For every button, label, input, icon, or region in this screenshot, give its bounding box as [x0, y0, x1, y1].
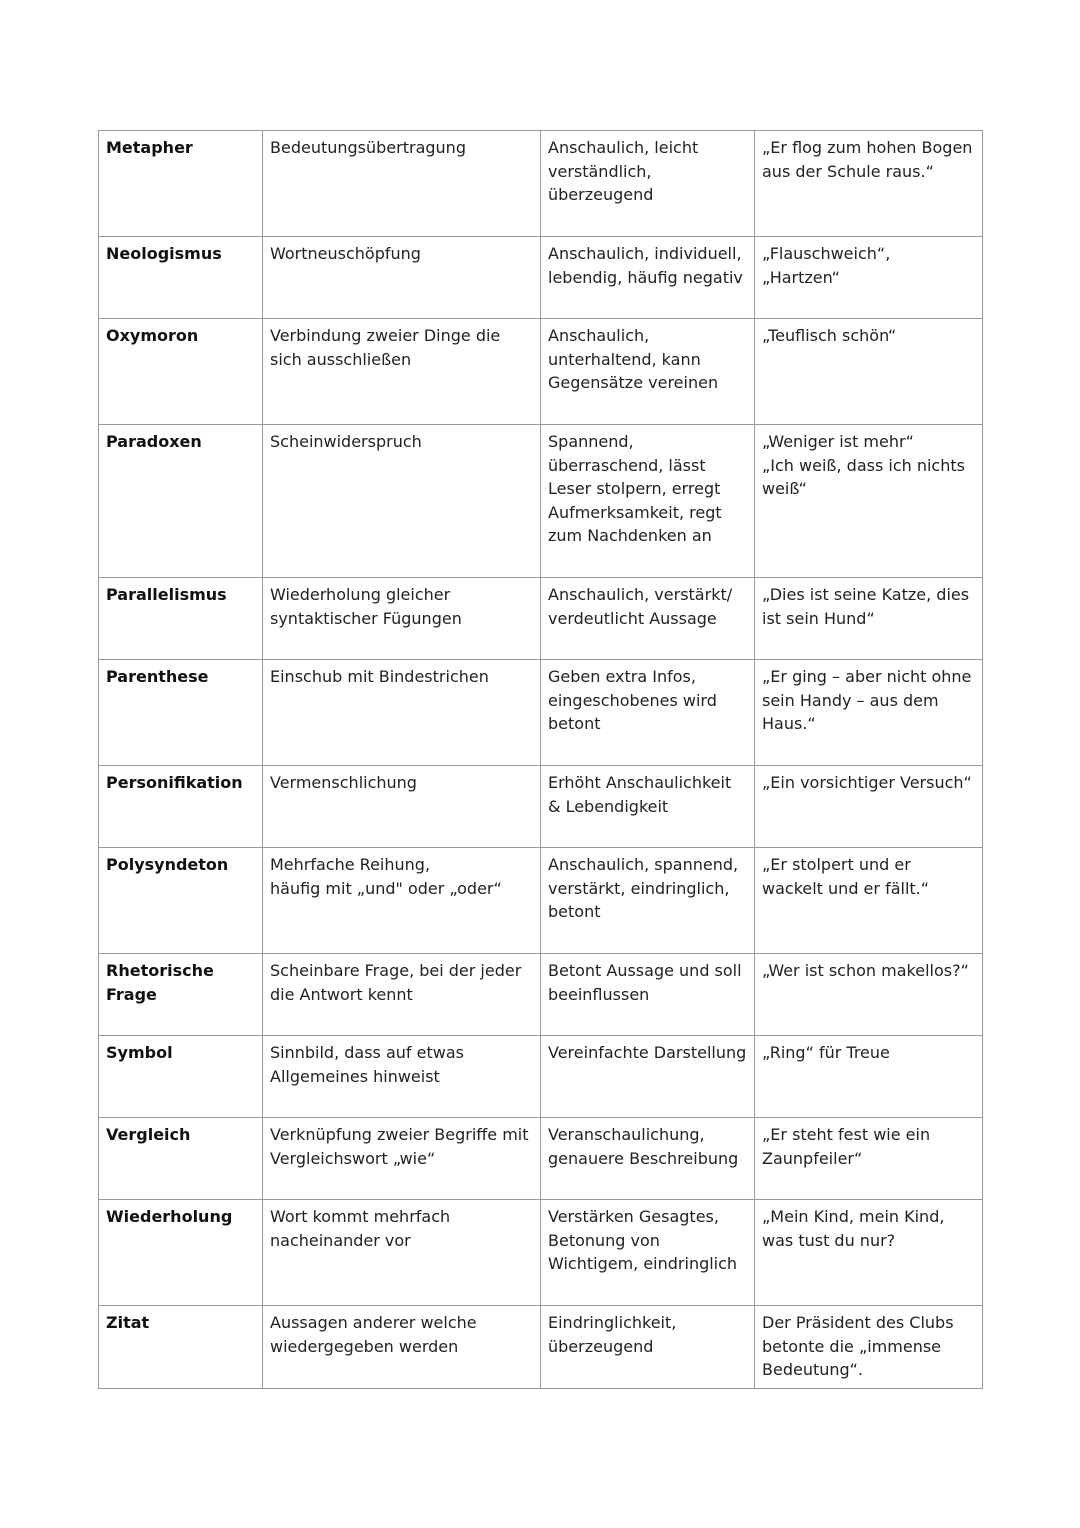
- effect-cell: Anschaulich, unterhaltend, kann Gegensätze vereinen: [541, 319, 755, 425]
- effect-cell: Anschaulich, leicht verständlich, überzeugend: [541, 131, 755, 237]
- term-cell: Polysyndeton: [99, 848, 263, 954]
- term-cell: Zitat: [99, 1306, 263, 1389]
- example-cell: „Er flog zum hohen Bogen aus der Schule raus.“: [755, 131, 983, 237]
- table-row: [99, 848, 983, 954]
- term-cell: Personifikation: [99, 766, 263, 848]
- description-cell: Wortneuschöpfung: [263, 237, 541, 319]
- term-cell: Paradoxen: [99, 425, 263, 578]
- term-cell: Wiederholung: [99, 1200, 263, 1306]
- description-cell: Aussagen anderer welche wiedergegeben werden: [263, 1306, 541, 1389]
- effect-cell: Geben extra Infos, eingeschobenes wird betont: [541, 660, 755, 766]
- effect-cell: Betont Aussage und soll beeinflussen: [541, 954, 755, 1036]
- effect-cell: Anschaulich, verstärkt/ verdeutlicht Aussage: [541, 578, 755, 660]
- example-cell: „Wer ist schon makellos?“: [755, 954, 983, 1036]
- description-cell: Sinnbild, dass auf etwas Allgemeines hinweist: [263, 1036, 541, 1118]
- table-row: [99, 237, 983, 319]
- example-cell: Der Präsident des Clubs betonte die „immense Bedeutung“.: [755, 1306, 983, 1389]
- example-cell: „Mein Kind, mein Kind, was tust du nur?: [755, 1200, 983, 1306]
- description-cell: Mehrfache Reihung, häufig mit „und" oder „oder“: [263, 848, 541, 954]
- table-row: [99, 425, 983, 578]
- description-cell: Bedeutungsübertragung: [263, 131, 541, 237]
- term-cell: Parenthese: [99, 660, 263, 766]
- effect-cell: Spannend, überraschend, lässt Leser stolpern, erregt Aufmerksamkeit, regt zum Nachdenken an: [541, 425, 755, 578]
- description-cell: Einschub mit Bindestrichen: [263, 660, 541, 766]
- example-cell: „Er steht fest wie ein Zaunpfeiler“: [755, 1118, 983, 1200]
- term-cell: Metapher: [99, 131, 263, 237]
- term-cell: Oxymoron: [99, 319, 263, 425]
- term-cell: Vergleich: [99, 1118, 263, 1200]
- effect-cell: Vereinfachte Darstellung: [541, 1036, 755, 1118]
- description-cell: Wiederholung gleicher syntaktischer Fügungen: [263, 578, 541, 660]
- table-row: [99, 578, 983, 660]
- term-cell: Neologismus: [99, 237, 263, 319]
- description-cell: Scheinwiderspruch: [263, 425, 541, 578]
- table-row: [99, 1306, 983, 1389]
- example-cell: „Flauschweich“, „Hartzen“: [755, 237, 983, 319]
- term-cell: Rhetorische Frage: [99, 954, 263, 1036]
- table-row: [99, 1036, 983, 1118]
- effect-cell: Veranschaulichung, genauere Beschreibung: [541, 1118, 755, 1200]
- description-cell: Verbindung zweier Dinge die sich ausschließen: [263, 319, 541, 425]
- table-row: [99, 131, 983, 237]
- example-cell: „Ring“ für Treue: [755, 1036, 983, 1118]
- table-row: [99, 766, 983, 848]
- example-cell: „Er ging – aber nicht ohne sein Handy – aus dem Haus.“: [755, 660, 983, 766]
- term-cell: Parallelismus: [99, 578, 263, 660]
- effect-cell: Anschaulich, individuell, lebendig, häufig negativ: [541, 237, 755, 319]
- example-cell: „Er stolpert und er wackelt und er fällt.“: [755, 848, 983, 954]
- example-cell: „Dies ist seine Katze, dies ist sein Hund“: [755, 578, 983, 660]
- description-cell: Wort kommt mehrfach nacheinander vor: [263, 1200, 541, 1306]
- effect-cell: Eindringlichkeit, überzeugend: [541, 1306, 755, 1389]
- description-cell: Scheinbare Frage, bei der jeder die Antwort kennt: [263, 954, 541, 1036]
- example-cell: „Ein vorsichtiger Versuch“: [755, 766, 983, 848]
- description-cell: Vermenschlichung: [263, 766, 541, 848]
- stilmittel-table: [98, 130, 983, 1389]
- table-row: [99, 954, 983, 1036]
- example-cell: „Teuflisch schön“: [755, 319, 983, 425]
- effect-cell: Erhöht Anschaulichkeit & Lebendigkeit: [541, 766, 755, 848]
- example-cell: „Weniger ist mehr“ „Ich weiß, dass ich nichts weiß“: [755, 425, 983, 578]
- table-row: [99, 1200, 983, 1306]
- table-row: [99, 660, 983, 766]
- effect-cell: Verstärken Gesagtes, Betonung von Wichtigem, eindringlich: [541, 1200, 755, 1306]
- description-cell: Verknüpfung zweier Begriffe mit Vergleichswort „wie“: [263, 1118, 541, 1200]
- effect-cell: Anschaulich, spannend, verstärkt, eindringlich, betont: [541, 848, 755, 954]
- table-row: [99, 1118, 983, 1200]
- table-row: [99, 319, 983, 425]
- term-cell: Symbol: [99, 1036, 263, 1118]
